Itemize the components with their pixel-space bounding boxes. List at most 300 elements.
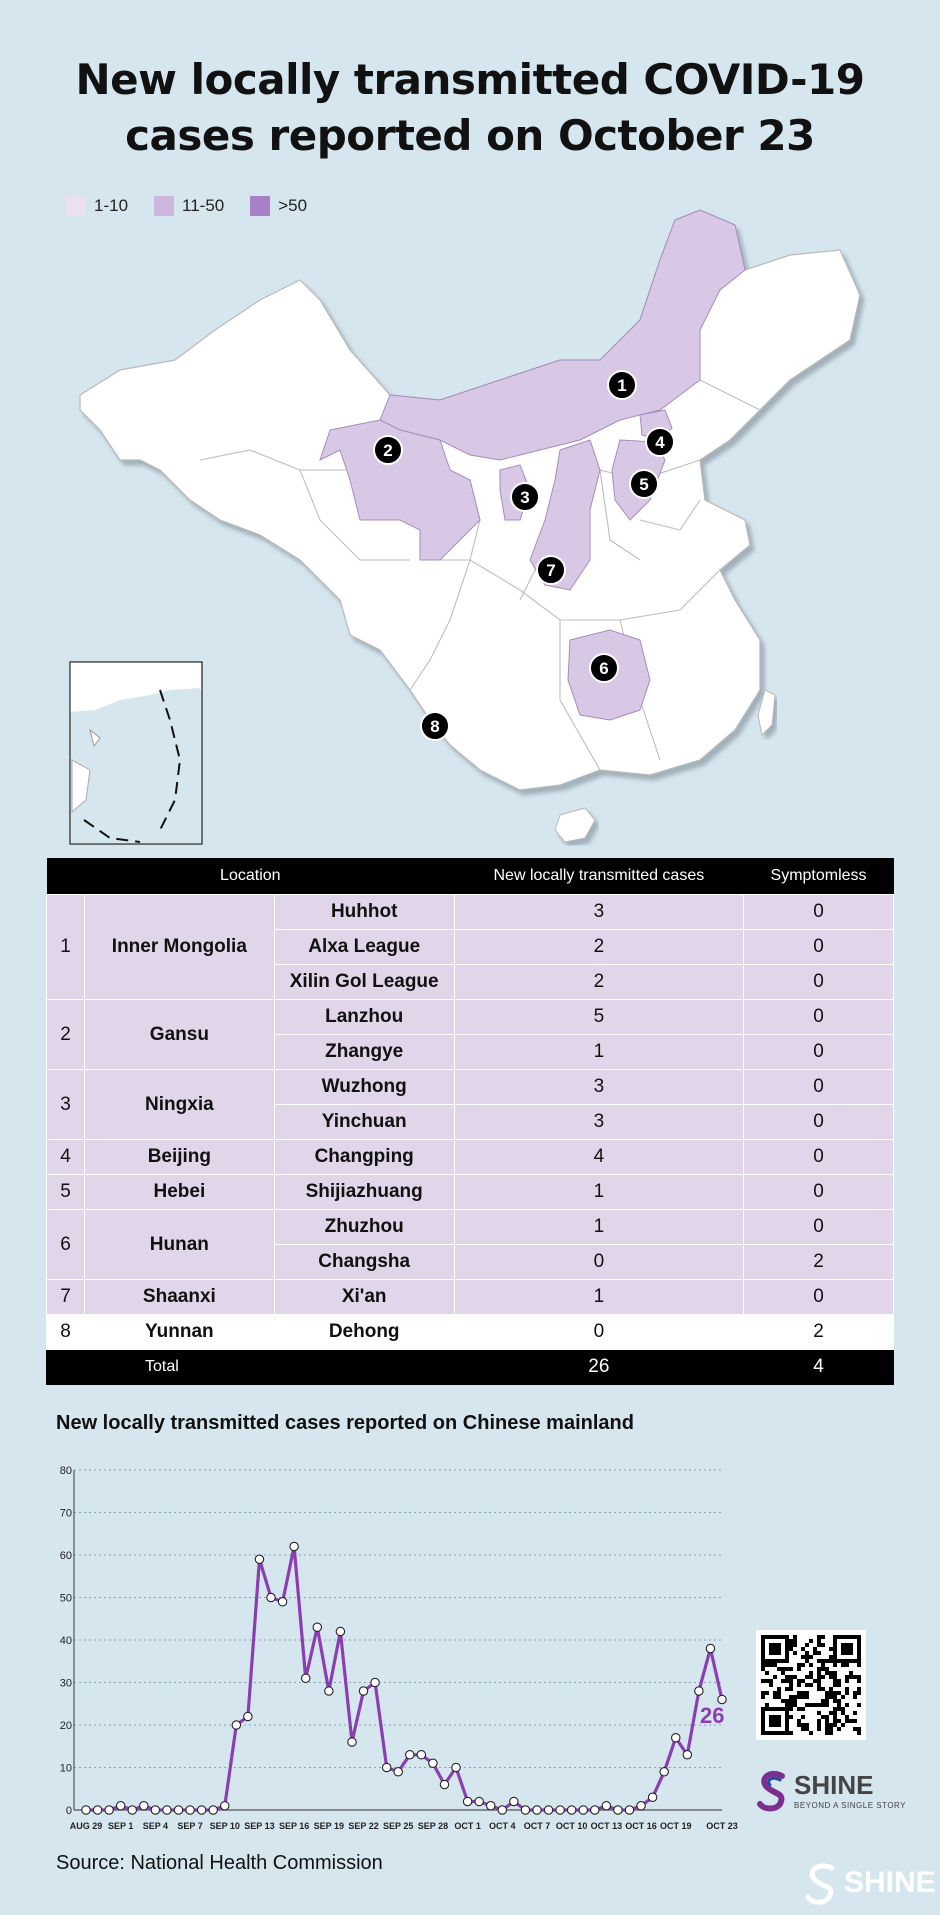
cases-table	[46, 858, 894, 1385]
row-city: Zhangye	[274, 1035, 454, 1070]
map-marker-label: 1	[617, 376, 627, 395]
x-tick-label: OCT 1	[454, 1821, 481, 1831]
qr-module	[833, 1719, 837, 1723]
data-point	[290, 1542, 298, 1550]
qr-module	[821, 1687, 825, 1691]
qr-module	[825, 1667, 829, 1671]
qr-module	[809, 1731, 813, 1735]
legend-label: 1-10	[94, 196, 129, 215]
row-city: Alxa League	[274, 930, 454, 965]
row-cases: 0	[454, 1315, 744, 1350]
map-inset-south-china-sea	[70, 662, 202, 844]
row-city: Changping	[274, 1140, 454, 1175]
qr-module	[797, 1723, 801, 1727]
map-marker-label: 7	[546, 561, 556, 580]
qr-module	[761, 1667, 765, 1671]
page-title	[0, 52, 940, 164]
qr-module	[817, 1679, 821, 1683]
shine-watermark	[804, 1860, 936, 1906]
row-province: Shaanxi	[84, 1280, 274, 1315]
qr-module	[805, 1675, 809, 1679]
row-province: Gansu	[84, 1000, 274, 1070]
qr-module	[833, 1711, 837, 1715]
qr-module	[777, 1691, 781, 1695]
qr-module	[805, 1651, 809, 1655]
qr-module	[845, 1703, 849, 1707]
qr-module	[849, 1671, 853, 1675]
qr-module	[825, 1719, 829, 1723]
qr-module	[789, 1643, 793, 1647]
data-point	[302, 1674, 310, 1682]
qr-module	[825, 1715, 829, 1719]
qr-module	[845, 1691, 849, 1695]
qr-module	[825, 1691, 829, 1695]
qr-module	[793, 1651, 797, 1655]
qr-module	[789, 1683, 793, 1687]
table-total-row	[47, 1350, 894, 1385]
data-point	[174, 1806, 182, 1814]
qr-module	[837, 1719, 841, 1723]
row-number: 5	[47, 1175, 85, 1210]
qr-module	[825, 1703, 829, 1707]
x-tick-label: SEP 4	[142, 1821, 169, 1831]
qr-module	[857, 1703, 861, 1707]
qr-module	[789, 1699, 793, 1703]
qr-module	[857, 1675, 861, 1679]
total-label: Total	[47, 1350, 275, 1385]
row-province: Hunan	[84, 1210, 274, 1280]
qr-module	[837, 1691, 841, 1695]
qr-module	[817, 1639, 821, 1643]
qr-module	[765, 1691, 769, 1695]
row-city: Xi'an	[274, 1280, 454, 1315]
qr-module	[781, 1671, 785, 1675]
qr-module	[853, 1727, 857, 1731]
chart-y-ticks	[60, 1465, 72, 1817]
y-tick-label: 50	[59, 1592, 72, 1605]
data-point	[463, 1797, 471, 1805]
row-province: Yunnan	[84, 1315, 274, 1350]
qr-module	[801, 1723, 805, 1727]
y-tick-label: 30	[59, 1677, 72, 1690]
qr-module	[801, 1663, 805, 1667]
x-tick-label: OCT 4	[489, 1821, 516, 1831]
qr-module	[829, 1711, 833, 1715]
row-symptomless: 0	[744, 1210, 894, 1245]
title-line-2: cases reported on October 23	[125, 111, 815, 160]
qr-module	[761, 1679, 765, 1683]
qr-module	[829, 1727, 833, 1731]
shine-logo-text: SHINE	[794, 1770, 874, 1800]
qr-module	[845, 1715, 849, 1719]
qr-module	[805, 1695, 809, 1699]
data-point	[625, 1806, 633, 1814]
shine-watermark-icon	[804, 1860, 840, 1906]
data-point	[336, 1627, 344, 1635]
map-island-hainan	[555, 808, 595, 842]
qr-module	[773, 1663, 777, 1667]
qr-module	[801, 1695, 805, 1699]
data-point	[498, 1806, 506, 1814]
qr-module	[793, 1643, 797, 1647]
table-row	[47, 1070, 894, 1105]
map-marker-label: 4	[655, 433, 665, 452]
qr-module	[829, 1647, 833, 1651]
data-point	[116, 1802, 124, 1810]
qr-module	[805, 1691, 809, 1695]
qr-module	[785, 1687, 789, 1691]
qr-module	[769, 1663, 773, 1667]
data-point	[209, 1806, 217, 1814]
x-tick-label: SEP 28	[417, 1821, 449, 1831]
qr-module	[853, 1691, 857, 1695]
row-number: 4	[47, 1140, 85, 1175]
qr-code[interactable]	[756, 1630, 866, 1740]
qr-module	[829, 1723, 833, 1727]
qr-module	[817, 1667, 821, 1671]
qr-module	[817, 1675, 821, 1679]
data-point	[186, 1806, 194, 1814]
qr-module	[829, 1675, 833, 1679]
row-city: Lanzhou	[274, 1000, 454, 1035]
qr-module	[821, 1663, 825, 1667]
qr-module	[853, 1675, 857, 1679]
table-row	[47, 1000, 894, 1035]
qr-module	[789, 1687, 793, 1691]
qr-code-icon	[756, 1630, 866, 1740]
qr-module	[785, 1703, 789, 1707]
data-point	[429, 1759, 437, 1767]
row-number: 8	[47, 1315, 85, 1350]
qr-module	[785, 1667, 789, 1671]
row-symptomless: 2	[744, 1315, 894, 1350]
qr-module	[801, 1727, 805, 1731]
shine-logo-tagline: BEYOND A SINGLE STORY	[794, 1801, 907, 1810]
data-point	[706, 1644, 714, 1652]
row-cases: 2	[454, 930, 744, 965]
qr-module	[785, 1675, 789, 1679]
total-cases: 26	[454, 1350, 744, 1385]
table-row	[47, 1315, 894, 1350]
qr-module	[845, 1663, 849, 1667]
qr-module	[801, 1707, 805, 1711]
data-point	[163, 1806, 171, 1814]
qr-module	[857, 1731, 861, 1735]
row-province: Inner Mongolia	[84, 895, 274, 1000]
qr-module	[805, 1703, 809, 1707]
map-legend	[66, 196, 307, 216]
row-cases: 1	[454, 1035, 744, 1070]
data-point	[533, 1806, 541, 1814]
qr-module	[769, 1683, 773, 1687]
qr-module	[817, 1719, 821, 1723]
qr-module	[813, 1679, 817, 1683]
row-symptomless: 0	[744, 1035, 894, 1070]
map-marker-label: 6	[599, 659, 609, 678]
qr-module	[837, 1683, 841, 1687]
qr-module	[781, 1699, 785, 1703]
qr-module	[833, 1663, 837, 1667]
qr-module	[777, 1687, 781, 1691]
row-city: Zhuzhou	[274, 1210, 454, 1245]
qr-module	[809, 1675, 813, 1679]
table-row	[47, 1140, 894, 1175]
qr-module	[817, 1635, 821, 1639]
row-city: Dehong	[274, 1315, 454, 1350]
data-point	[82, 1806, 90, 1814]
qr-module	[773, 1675, 777, 1679]
qr-module	[837, 1727, 841, 1731]
qr-module	[797, 1695, 801, 1699]
qr-module	[765, 1663, 769, 1667]
legend-swatch	[66, 196, 86, 216]
y-tick-label: 60	[59, 1550, 72, 1562]
qr-module	[849, 1675, 853, 1679]
data-point	[567, 1806, 575, 1814]
qr-module	[809, 1655, 813, 1659]
row-symptomless: 0	[744, 1000, 894, 1035]
qr-module	[841, 1707, 845, 1711]
qr-module	[761, 1695, 765, 1699]
qr-module	[829, 1691, 833, 1695]
row-symptomless: 0	[744, 1070, 894, 1105]
y-tick-label: 80	[59, 1465, 72, 1477]
qr-module	[781, 1667, 785, 1671]
qr-module	[853, 1695, 857, 1699]
qr-module	[845, 1719, 849, 1723]
qr-module	[829, 1655, 833, 1659]
qr-module	[785, 1679, 789, 1683]
row-symptomless: 2	[744, 1245, 894, 1280]
title-line-1: New locally transmitted COVID-19	[75, 55, 865, 104]
table-row	[47, 1175, 894, 1210]
y-tick-label: 40	[59, 1635, 72, 1647]
qr-module	[801, 1655, 805, 1659]
data-point	[325, 1687, 333, 1695]
data-point	[278, 1598, 286, 1606]
row-symptomless: 0	[744, 1280, 894, 1315]
data-point	[382, 1763, 390, 1771]
header-symptomless: Symptomless	[744, 858, 894, 895]
y-tick-label: 20	[59, 1720, 72, 1732]
y-tick-label: 10	[59, 1762, 72, 1775]
qr-module	[793, 1675, 797, 1679]
y-tick-label: 0	[65, 1805, 72, 1817]
qr-finder-core	[841, 1643, 853, 1655]
chart-grid	[74, 1470, 725, 1810]
row-cases: 1	[454, 1280, 744, 1315]
qr-module	[841, 1663, 845, 1667]
qr-module	[817, 1703, 821, 1707]
qr-module	[809, 1683, 813, 1687]
qr-module	[817, 1723, 821, 1727]
qr-module	[761, 1663, 765, 1667]
qr-module	[797, 1691, 801, 1695]
qr-module	[817, 1687, 821, 1691]
qr-module	[789, 1707, 793, 1711]
chart-x-ticks	[70, 1821, 738, 1831]
table-header	[47, 858, 894, 895]
row-cases: 1	[454, 1175, 744, 1210]
data-point	[614, 1806, 622, 1814]
qr-module	[817, 1671, 821, 1675]
qr-module	[805, 1723, 809, 1727]
qr-module	[829, 1687, 833, 1691]
x-tick-label: SEP 25	[383, 1821, 414, 1831]
data-point	[579, 1806, 587, 1814]
qr-module	[833, 1691, 837, 1695]
x-tick-label: OCT 23	[706, 1821, 738, 1831]
qr-module	[833, 1695, 837, 1699]
qr-module	[837, 1699, 841, 1703]
qr-module	[833, 1683, 837, 1687]
data-point	[521, 1806, 529, 1814]
qr-module	[765, 1679, 769, 1683]
row-city: Shijiazhuang	[274, 1175, 454, 1210]
qr-module	[833, 1707, 837, 1711]
data-point	[151, 1806, 159, 1814]
row-city: Changsha	[274, 1245, 454, 1280]
qr-module	[857, 1727, 861, 1731]
qr-module	[805, 1727, 809, 1731]
qr-module	[813, 1647, 817, 1651]
row-cases: 3	[454, 1105, 744, 1140]
qr-module	[805, 1683, 809, 1687]
table-row	[47, 1210, 894, 1245]
qr-module	[817, 1683, 821, 1687]
source-note: Source: National Health Commission	[56, 1852, 383, 1874]
qr-module	[793, 1703, 797, 1707]
x-tick-label: SEP 22	[348, 1821, 379, 1831]
row-city: Wuzhong	[274, 1070, 454, 1105]
row-province: Hebei	[84, 1175, 274, 1210]
qr-module	[825, 1731, 829, 1735]
row-city: Xilin Gol League	[274, 965, 454, 1000]
qr-module	[817, 1659, 821, 1663]
qr-module	[829, 1695, 833, 1699]
data-point	[475, 1797, 483, 1805]
qr-module	[817, 1643, 821, 1647]
data-point	[683, 1751, 691, 1759]
qr-module	[837, 1707, 841, 1711]
qr-module	[817, 1711, 821, 1715]
qr-module	[761, 1691, 765, 1695]
data-point	[660, 1768, 668, 1776]
data-point	[255, 1555, 263, 1563]
data-point	[602, 1802, 610, 1810]
qr-module	[825, 1723, 829, 1727]
qr-finder-core	[769, 1643, 781, 1655]
qr-module	[821, 1715, 825, 1719]
qr-module	[829, 1659, 833, 1663]
x-tick-label: OCT 10	[555, 1821, 588, 1831]
data-point	[637, 1802, 645, 1810]
qr-module	[789, 1695, 793, 1699]
qr-module	[773, 1691, 777, 1695]
qr-module	[833, 1715, 837, 1719]
x-tick-label: SEP 1	[108, 1821, 134, 1831]
row-number: 2	[47, 1000, 85, 1070]
qr-module	[797, 1667, 801, 1671]
data-point	[197, 1806, 205, 1814]
qr-module	[825, 1671, 829, 1675]
qr-module	[797, 1719, 801, 1723]
shine-watermark-text: SHINE	[844, 1866, 936, 1899]
qr-module	[821, 1675, 825, 1679]
qr-module	[781, 1679, 785, 1683]
qr-module	[777, 1695, 781, 1699]
qr-module	[785, 1699, 789, 1703]
data-point	[440, 1780, 448, 1788]
qr-module	[833, 1675, 837, 1679]
qr-module	[805, 1659, 809, 1663]
qr-module	[793, 1639, 797, 1643]
row-province: Beijing	[84, 1140, 274, 1175]
qr-module	[789, 1679, 793, 1683]
qr-module	[793, 1635, 797, 1639]
map-island-taiwan	[758, 690, 775, 735]
qr-module	[793, 1695, 797, 1699]
qr-module	[857, 1687, 861, 1691]
x-tick-label: SEP 19	[313, 1821, 345, 1831]
qr-module	[841, 1695, 845, 1699]
qr-module	[833, 1679, 837, 1683]
qr-module	[813, 1703, 817, 1707]
chart-series-line	[86, 1547, 725, 1811]
data-point	[105, 1806, 113, 1814]
row-symptomless: 0	[744, 1105, 894, 1140]
row-symptomless: 0	[744, 965, 894, 1000]
qr-module	[797, 1707, 801, 1711]
data-point	[417, 1751, 425, 1759]
map-marker-label: 2	[383, 441, 393, 460]
row-symptomless: 0	[744, 1140, 894, 1175]
legend-swatch	[154, 196, 174, 216]
data-point	[544, 1806, 552, 1814]
map-marker-label: 5	[639, 475, 649, 494]
legend-swatch	[250, 196, 270, 216]
row-number: 6	[47, 1210, 85, 1280]
data-point	[556, 1806, 564, 1814]
x-tick-label: OCT 19	[659, 1821, 692, 1831]
data-point	[232, 1721, 240, 1729]
qr-module	[809, 1671, 813, 1675]
row-number: 3	[47, 1070, 85, 1140]
qr-module	[789, 1715, 793, 1719]
data-point	[93, 1806, 101, 1814]
x-tick-label: SEP 7	[177, 1821, 203, 1831]
data-point	[359, 1687, 367, 1695]
header-cases: New locally transmitted cases	[454, 858, 744, 895]
qr-module	[821, 1635, 825, 1639]
qr-module	[765, 1703, 769, 1707]
qr-module	[801, 1647, 805, 1651]
qr-module	[821, 1699, 825, 1703]
qr-module	[829, 1671, 833, 1675]
row-cases: 5	[454, 1000, 744, 1035]
qr-finder-core	[769, 1715, 781, 1727]
qr-module	[821, 1667, 825, 1671]
qr-module	[845, 1679, 849, 1683]
qr-module	[805, 1655, 809, 1659]
qr-module	[833, 1699, 837, 1703]
data-point	[140, 1802, 148, 1810]
row-number: 1	[47, 895, 85, 1000]
map-marker-label: 3	[520, 488, 530, 507]
data-point	[648, 1793, 656, 1801]
map-marker-label: 8	[430, 717, 440, 736]
shine-logo	[756, 1768, 906, 1812]
